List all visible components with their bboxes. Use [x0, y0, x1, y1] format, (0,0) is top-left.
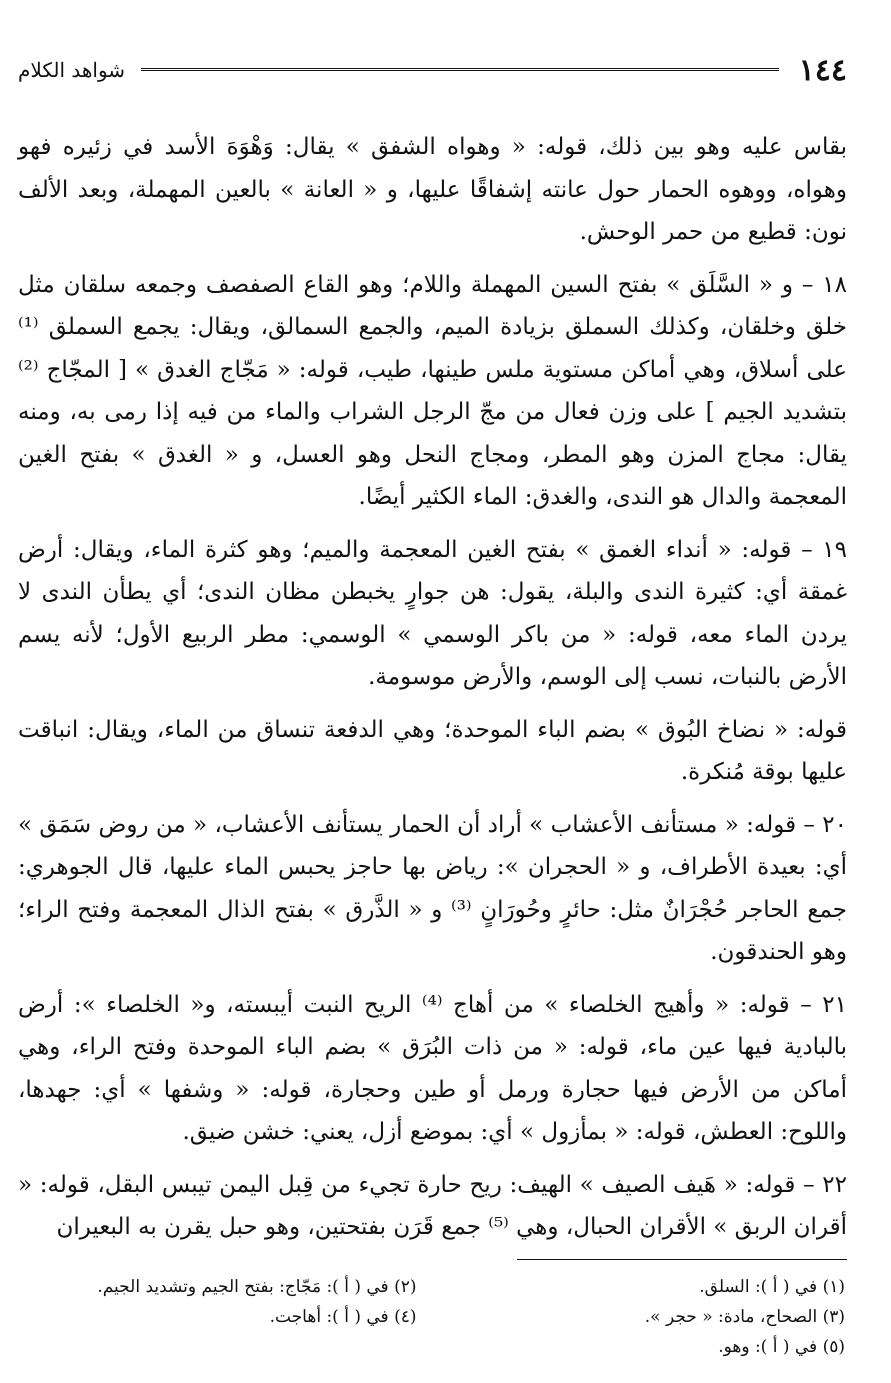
footnote-rule [517, 1259, 847, 1260]
page-header [18, 50, 847, 90]
footnote-3: (٣) الصحاح، مادة: « حجر ». [644, 1306, 845, 1327]
paragraph: ٢٢ – قوله: « هَيف الصيف » الهيف: ريح حارة تجيء من قِبل اليمن تيبس البقل، قوله: « أقران الربق » الأقران الحبال، وهي ⁽⁵⁾ جمع قَرَن بفتحتين، وهو حبل يقرن به البعيران [18, 1171, 847, 1240]
paragraph: ١٨ – و « السَّلَق » بفتح السين المهملة واللام؛ وهو القاع الصفصف وجمعه سلقان مثل خلق وخلقان، وكذلك السملق بزيادة الميم، والجمع السمالق، ويقال: يجمع السملق ⁽¹⁾ على أسلاق، وهي أماكن مستوية ملس طينها، طيب، قوله: « مَجّاج الغدق » [ المجّاج ⁽²⁾ بتشديد الجيم ] على وزن فعال من مجّ الرجل الشراب والماء من فيه إذا رمى به، ومنه يقال: مجاج المزن وهو المطر، ومجاج النحل وهو العسل، و « الغدق » بفتح الغين المعجمة والدال هو الندى، والغدق: الماء الكثير أيضًا. [18, 271, 847, 510]
footnote-4: (٤) في ( أ ): أهاجت. [269, 1306, 417, 1327]
main-text [18, 126, 847, 1249]
header-rule [141, 68, 779, 73]
paragraph: ٢١ – قوله: « وأهيج الخلصاء » من أهاج ⁽⁴⁾ الريح النبت أيبسته، و« الخلصاء »: أرض بالبادية فيها عين ماء، قوله: « من ذات البُرَق » بضم الباء الموحدة وفتح الراء، وهي أماكن من الأرض فيها حجارة ورمل أو طين وحجارة، قوله: « وشفها » أي: جهدها، واللوح: العطش، قوله: « بمأزول » أي: بموضع أزل، يعني: خشن ضيق. [18, 991, 847, 1145]
paragraph: ١٩ – قوله: « أنداء الغمق » بفتح الغين المعجمة والميم؛ وهو كثرة الماء، ويقال: أرض غمقة أي: كثيرة الندى والبلة، يقول: هن جوارٍ يخبطن مظان الندى؛ أي يطأن الندى لا يردن الماء معه، قوله: « من باكر الوسمي » الوسمي: مطر الربيع الأول؛ لأنه يسم الأرض بالنبات، نسب إلى الوسم، والأرض موسومة. [18, 536, 847, 690]
footnote-1: (١) في ( أ ): السلق. [699, 1276, 845, 1297]
footnote-5: (٥) في ( أ ): وهو. [718, 1336, 845, 1357]
page-number: ١٤٤ [798, 52, 847, 88]
footnote-2: (٢) في ( أ ): مَجّاج: بفتح الجيم وتشديد الجيم. [97, 1276, 417, 1297]
paragraph: قوله: « نضاخ البُوق » بضم الباء الموحدة؛ وهي الدفعة تنساق من الماء، ويقال: انباقت عليها بوقة مُنكرة. [18, 716, 847, 785]
footnotes [18, 1274, 847, 1360]
running-head: شواهد الكلام [18, 58, 126, 82]
paragraph: بقاس عليه وهو بين ذلك، قوله: « وهواه الشفق » يقال: وَهْوَهَ الأسد في زئيره فهو وهواه، ووهوه الحمار حول عانته إشفاقًا عليها، و « العانة » بالعين المهملة، وبعد الألف نون: قطيع من حمر الوحش. [18, 134, 847, 245]
paragraph: ٢٠ – قوله: « مستأنف الأعشاب » أراد أن الحمار يستأنف الأعشاب، « من روض سَمَق » أي: بعيدة الأطراف، و « الحجران »: رياض بها حاجز يحبس الماء عليها، قال الجوهري: جمع الحاجر حُجْرَانٌ مثل: حائرٍ وحُورَانٍ ⁽³⁾ و « الذَّرق » بفتح الذال المعجمة وفتح الراء؛ وهو الحندقون. [18, 811, 847, 965]
